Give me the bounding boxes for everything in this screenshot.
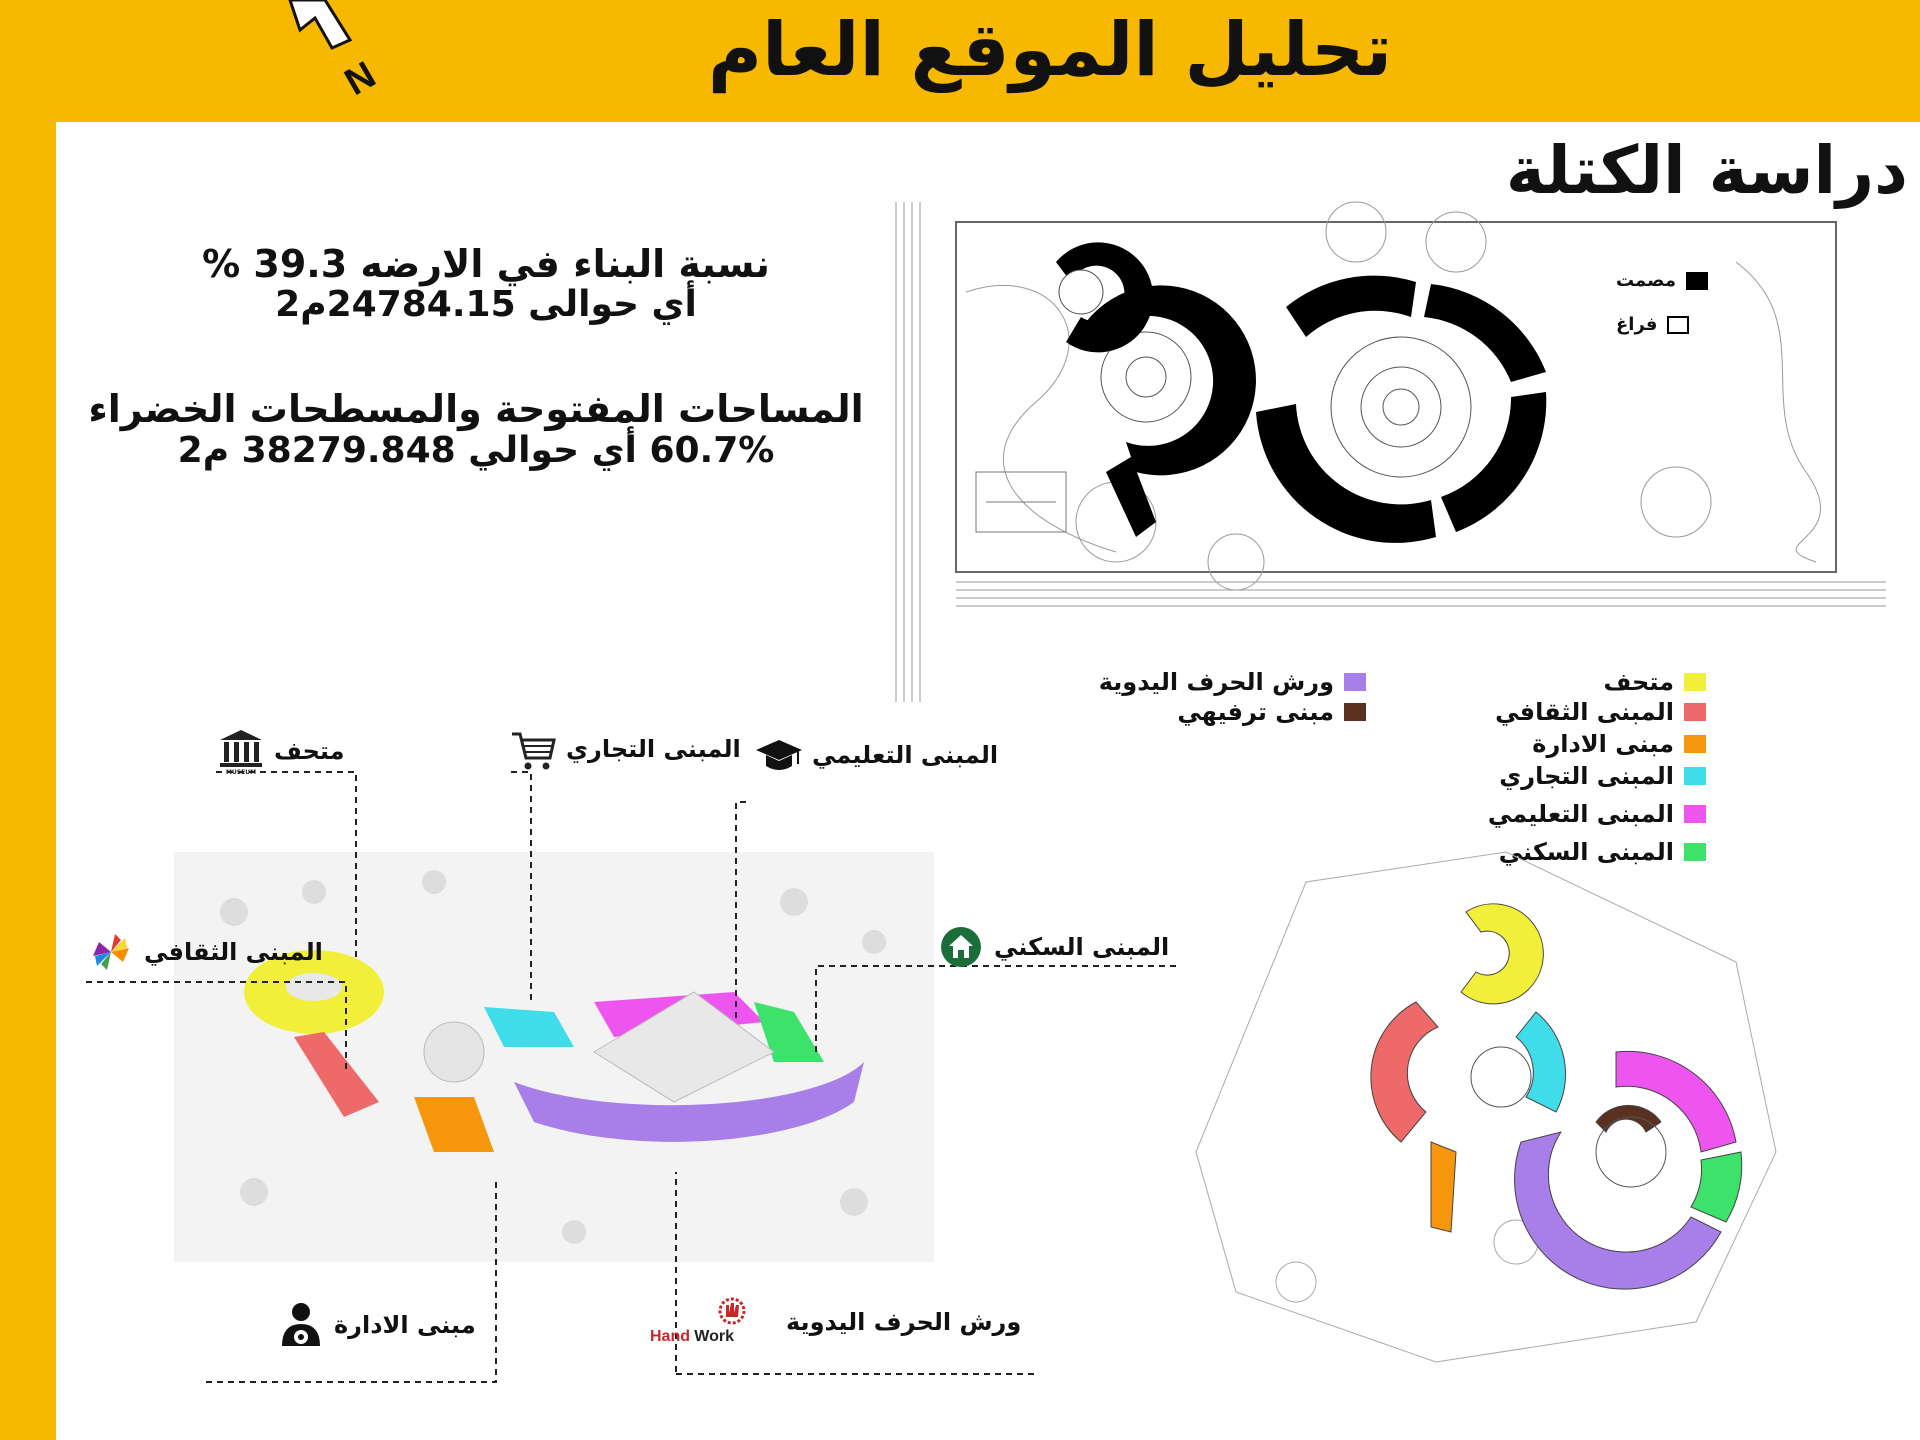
legend-label: ورش الحرف اليدوية <box>1098 668 1334 696</box>
callout-museum-label: متحف <box>274 737 345 765</box>
handwork-logo-text-b: Work <box>694 1328 734 1345</box>
home-icon <box>936 922 986 972</box>
callout-cultural <box>86 927 323 977</box>
museum-icon-caption: MUSEUM <box>225 769 257 776</box>
callout-residential-label: المبنى السكني <box>994 933 1170 961</box>
legend-label: مبنى ترفيهي <box>1177 698 1334 726</box>
callout-handcraft <box>650 1297 1022 1347</box>
graduation-cap-icon <box>754 730 804 780</box>
content-panel <box>56 122 1920 1440</box>
legend-label: المبنى التعليمي <box>1487 800 1674 828</box>
page-title: تحليل الموقع العام <box>707 7 1393 93</box>
callout-educational <box>754 730 998 780</box>
legend-label: المبنى السكني <box>1498 838 1674 866</box>
callout-administration <box>276 1300 476 1350</box>
callout-museum <box>216 726 345 776</box>
culture-pinwheel-icon <box>86 927 136 977</box>
callout-handcraft-label: ورش الحرف اليدوية <box>786 1308 1022 1336</box>
shopping-cart-icon <box>508 724 558 774</box>
handwork-logo-text-a: Hand <box>650 1328 690 1345</box>
callout-commercial-label: المبنى التجاري <box>566 735 741 763</box>
handwork-logo-icon <box>650 1297 778 1347</box>
callout-cultural-label: المبنى الثقافي <box>144 938 323 966</box>
legend-label: المبنى الثقافي <box>1495 698 1674 726</box>
admin-person-gear-icon <box>276 1300 326 1350</box>
leader-lines <box>56 122 1920 1440</box>
built-ratio-line1: نسبة البناء في الارضه 39.3 % <box>202 242 770 286</box>
built-ratio-line2: أي حوالى 24784.15م2 <box>275 284 697 325</box>
callout-administration-label: مبنى الادارة <box>334 1311 476 1339</box>
legend-label: المبنى التجاري <box>1499 762 1674 790</box>
legend-label: متحف <box>1603 668 1674 696</box>
legend-solid-label: مصمت <box>1616 270 1677 291</box>
callout-commercial <box>508 724 741 774</box>
section-title: دراسة الكتلة <box>1505 132 1908 209</box>
callout-residential <box>936 922 1169 972</box>
open-space-line2: 60.7% أي حوالي 38279.848 م2 <box>177 430 775 471</box>
callout-educational-label: المبنى التعليمي <box>812 741 999 769</box>
museum-icon <box>216 726 266 776</box>
legend-void-label: فراغ <box>1616 314 1658 335</box>
legend-label: مبنى الادارة <box>1532 730 1674 758</box>
north-letter: N <box>338 53 383 105</box>
north-arrow-icon <box>270 0 400 110</box>
open-space-line1: المساحات المفتوحة والمسطحات الخضراء <box>88 387 864 431</box>
